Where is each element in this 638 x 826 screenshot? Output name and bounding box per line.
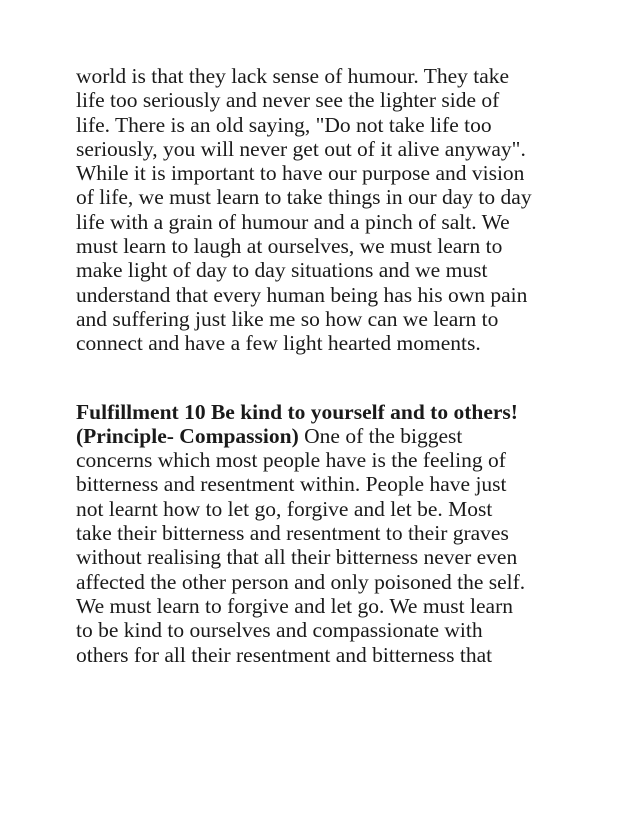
text-line <box>76 424 596 448</box>
text-line: must learn to laugh at ourselves, we must learn to <box>76 234 503 259</box>
text-line: world is that they lack sense of humour. They take <box>76 64 510 88</box>
paragraph-humour <box>76 64 596 356</box>
text-line: to be kind to ourselves and compassionate with <box>76 618 483 643</box>
text-line: and suffering just like me so how can we learn to <box>76 306 499 331</box>
paragraph-compassion <box>76 400 596 667</box>
text-line: life with a grain of humour and a pinch of salt. We <box>76 209 510 234</box>
text-line: bitterness and resentment within. People have just <box>76 472 507 497</box>
text-line: understand that every human being has his own pain <box>76 282 528 307</box>
principle-text: One of the biggest <box>298 423 463 448</box>
section-heading: Fulfillment 10 Be kind to yourself and to others! <box>76 399 518 424</box>
text-line: While it is important to have our purpose and vision <box>76 161 525 186</box>
text-line: make light of day to day situations and we must <box>76 258 488 283</box>
text-line: life. There is an old saying, "Do not take life too <box>76 112 492 137</box>
text-line: connect and have a few light hearted moments. <box>76 331 481 356</box>
principle-label: (Principle- Compassion) <box>76 423 299 448</box>
text-line: of life, we must learn to take things in our day to day <box>76 185 532 210</box>
text-line: others for all their resentment and bitterness that <box>76 642 493 667</box>
text-line: take their bitterness and resentment to their graves <box>76 521 509 546</box>
text-line: concerns which most people have is the feeling of <box>76 448 506 473</box>
text-line: life too seriously and never see the lighter side of <box>76 88 500 113</box>
paragraph-spacer <box>76 356 596 400</box>
text-line: We must learn to forgive and let go. We must learn <box>76 593 513 618</box>
text-line: seriously, you will never get out of it alive anyway". <box>76 136 526 161</box>
text-line: not learnt how to let go, forgive and let be. Most <box>76 496 493 521</box>
text-line: affected the other person and only poisoned the self. <box>76 569 526 594</box>
text-line: without realising that all their bitterness never even <box>76 545 518 570</box>
text-body <box>76 64 596 667</box>
